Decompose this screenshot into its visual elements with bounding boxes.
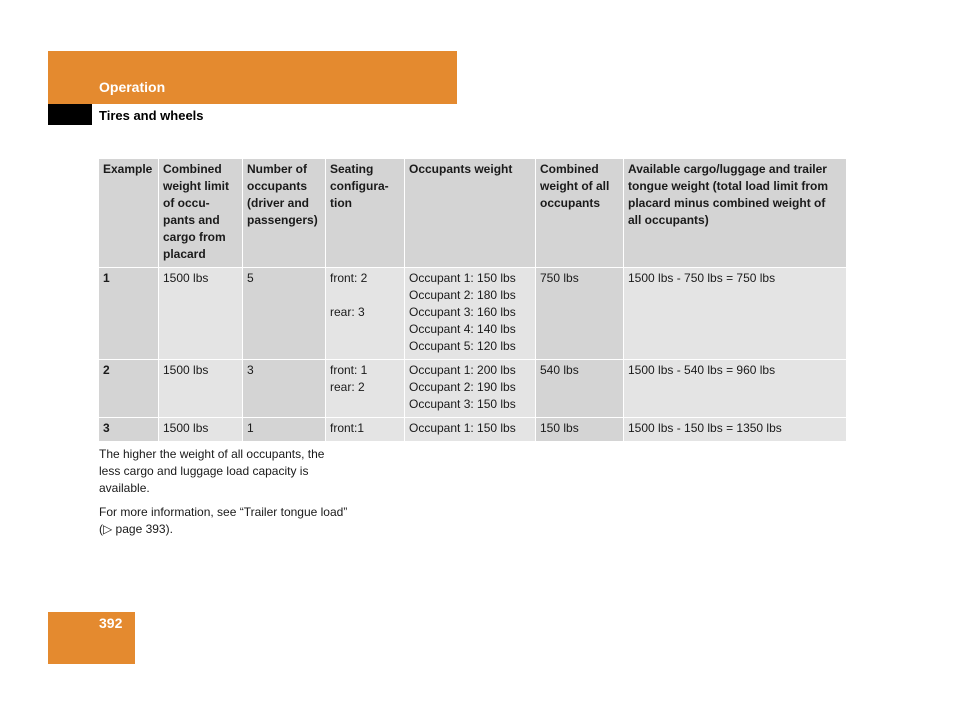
weights-cell bbox=[405, 360, 536, 418]
example-cell: 2 bbox=[99, 360, 159, 418]
example-cell: 3 bbox=[99, 418, 159, 442]
seating-front: front: 1 bbox=[330, 363, 368, 377]
seating-cell bbox=[326, 418, 405, 442]
occupant-weight: Occupant 1: 200 lbs bbox=[409, 363, 516, 377]
occupant-weight: Occupant 3: 150 lbs bbox=[409, 397, 516, 411]
table-row bbox=[99, 418, 847, 442]
table-row bbox=[99, 360, 847, 418]
seating-cell bbox=[326, 268, 405, 360]
occupant-weight: Occupant 1: 150 lbs bbox=[409, 271, 516, 285]
more-info-note: For more information, see “Trailer tongue load” (▷ page 393). bbox=[99, 505, 348, 536]
capacity-note: The higher the weight of all occupants, the less cargo and luggage load capacity is available. bbox=[99, 447, 325, 495]
seating-cell bbox=[326, 360, 405, 418]
subsection-title: Tires and wheels bbox=[99, 108, 204, 123]
occupant-weight: Occupant 2: 190 lbs bbox=[409, 380, 516, 394]
occupant-weight: Occupant 4: 140 lbs bbox=[409, 322, 516, 336]
occupant-weight: Occupant 2: 180 lbs bbox=[409, 288, 516, 302]
column-header: Example bbox=[99, 159, 159, 268]
section-marker bbox=[48, 104, 92, 125]
occupants-cell: 1 bbox=[243, 418, 326, 442]
combined-cell: 750 lbs bbox=[536, 268, 624, 360]
limit-cell: 1500 lbs bbox=[159, 418, 243, 442]
seating-rear: rear: 3 bbox=[330, 305, 365, 319]
example-cell: 1 bbox=[99, 268, 159, 360]
occupant-weight: Occupant 3: 160 lbs bbox=[409, 305, 516, 319]
section-title: Operation bbox=[99, 79, 166, 95]
available-cell: 1500 lbs - 750 lbs = 750 lbs bbox=[624, 268, 847, 360]
table-header-row bbox=[99, 159, 847, 268]
section-header-bar bbox=[48, 51, 457, 104]
occupant-weight: Occupant 1: 150 lbs bbox=[409, 421, 516, 435]
available-cell: 1500 lbs - 540 lbs = 960 lbs bbox=[624, 360, 847, 418]
page-number: 392 bbox=[99, 615, 123, 631]
limit-cell: 1500 lbs bbox=[159, 360, 243, 418]
occupants-cell: 3 bbox=[243, 360, 326, 418]
column-header: Available cargo/luggage and trailer tongue weight (total load limit from placard minus combined weight of all occupants) bbox=[624, 159, 847, 268]
limit-cell: 1500 lbs bbox=[159, 268, 243, 360]
available-cell: 1500 lbs - 150 lbs = 1350 lbs bbox=[624, 418, 847, 442]
table-row bbox=[99, 268, 847, 360]
seating-spacer bbox=[330, 287, 400, 304]
column-header: Seating configura-tion bbox=[326, 159, 405, 268]
seating-front: front:1 bbox=[330, 421, 365, 435]
column-header: Occupants weight bbox=[405, 159, 536, 268]
combined-cell: 150 lbs bbox=[536, 418, 624, 442]
combined-cell: 540 lbs bbox=[536, 360, 624, 418]
weights-cell bbox=[405, 268, 536, 360]
column-header: Number of occupants (driver and passengers) bbox=[243, 159, 326, 268]
seating-rear: rear: 2 bbox=[330, 380, 365, 394]
occupants-cell: 5 bbox=[243, 268, 326, 360]
seating-front: front: 2 bbox=[330, 271, 368, 285]
load-limit-table bbox=[98, 158, 847, 442]
column-header: Combined weight limit of occu-pants and cargo from placard bbox=[159, 159, 243, 268]
weights-cell bbox=[405, 418, 536, 442]
occupant-weight: Occupant 5: 120 lbs bbox=[409, 339, 516, 353]
column-header: Combined weight of all occupants bbox=[536, 159, 624, 268]
